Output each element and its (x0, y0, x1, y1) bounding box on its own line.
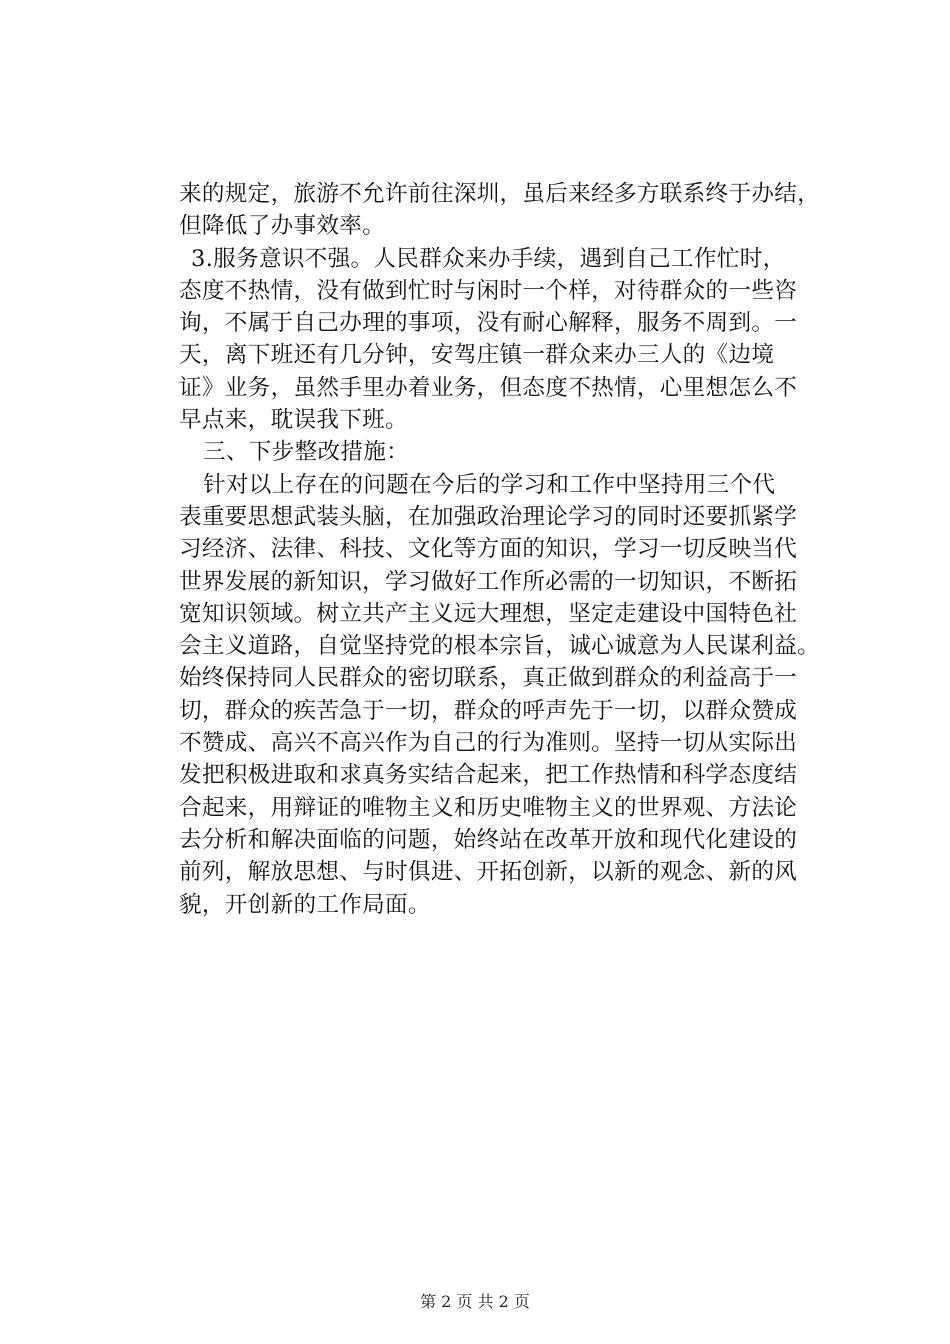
text-line: 宽知识领域。树立共产主义远大理想，坚定走建设中国特色社 (179, 600, 798, 627)
text-line: 前列，解放思想、与时俱进、开拓创新，以新的观念、新的风 (179, 859, 798, 886)
text-line: 发把积极进取和求真务实结合起来，把工作热情和科学态度结 (179, 762, 798, 789)
text-line: 会主义道路，自觉坚持党的根本宗旨，诚心诚意为人民谋利益。 (179, 633, 821, 660)
text-line: 合起来，用辩证的唯物主义和历史唯物主义的世界观、方法论 (179, 794, 798, 821)
text-line: 不赞成、高兴不高兴作为自己的行为准则。坚持一切从实际出 (179, 730, 798, 757)
text-line: 世界发展的新知识，学习做好工作所必需的一切知识，不断拓 (179, 568, 798, 595)
text-line: 态度不热情，没有做到忙时与闲时一个样，对待群众的一些咨 (179, 277, 798, 304)
text-line: 早点来，耽误我下班。 (179, 407, 408, 434)
text-line: 但降低了办事效率。 (179, 213, 386, 240)
text-line: 去分析和解决面临的问题，始终站在改革开放和现代化建设的 (179, 826, 798, 853)
text-line: 始终保持同人民群众的密切联系，真正做到群众的利益高于一 (179, 665, 798, 692)
text-line: 证》业务，虽然手里办着业务，但态度不热情，心里想怎么不 (179, 374, 798, 401)
section-heading: 三、下步整改措施： (203, 439, 410, 466)
text-line: 天，离下班还有几分钟，安驾庄镇一群众来办三人的《边境 (179, 342, 775, 369)
document-body (179, 178, 859, 921)
text-line: 针对以上存在的问题在今后的学习和工作中坚持用三个代 (203, 471, 776, 498)
text-line: 切，群众的疾苦急于一切，群众的呼声先于一切，以群众赞成 (179, 697, 798, 724)
page-number-footer: 第 2 页 共 2 页 (420, 1292, 530, 1311)
text-line: 询，不属于自己办理的事项，没有耐心解释，服务不周到。一 (179, 310, 798, 337)
text-line: 貌，开创新的工作局面。 (179, 891, 431, 918)
text-line: 表重要思想武装头脑，在加强政治理论学习的同时还要抓紧学 (179, 503, 798, 530)
section-item-heading: 3.服务意识不强。人民群众来办手续，遇到自己工作忙时， (191, 245, 786, 272)
text-line: 来的规定，旅游不允许前往深圳，虽后来经多方联系终于办结， (179, 181, 821, 207)
text-line: 习经济、法律、科技、文化等方面的知识，学习一切反映当代 (179, 536, 798, 563)
